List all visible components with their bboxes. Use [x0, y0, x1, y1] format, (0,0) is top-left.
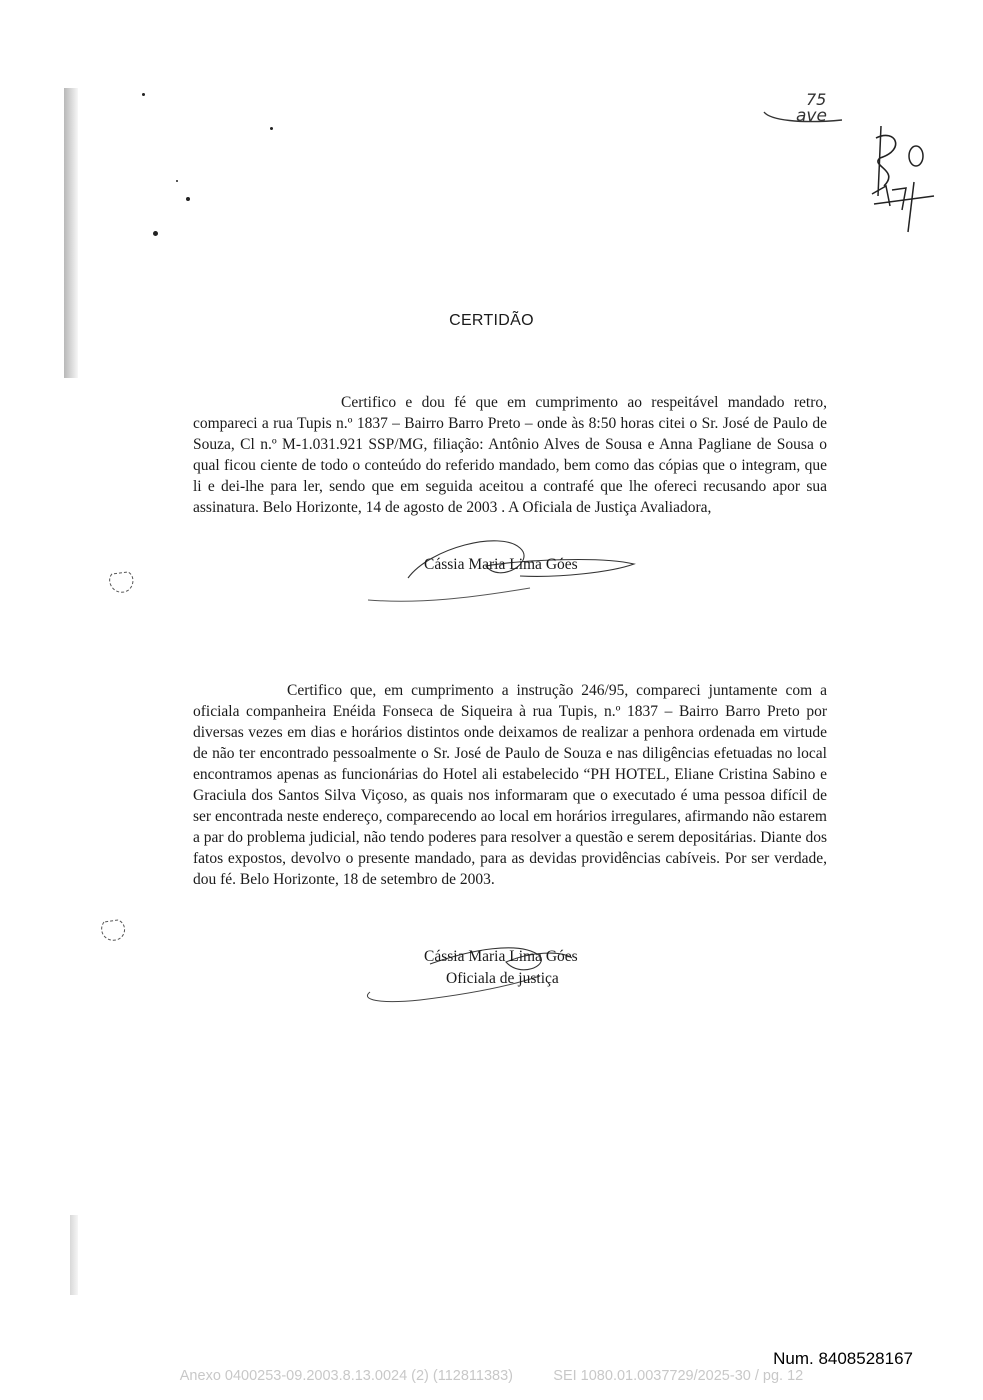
signature-1: Cássia Maria Lima Góes [424, 556, 578, 573]
signature-2 [424, 946, 578, 990]
certificate-paragraph-1 [193, 392, 827, 518]
footer-reference: Anexo 0400253-09.2003.8.13.0024 (2) (112811383) SEI 1080.01.0037729/2025-30 / pg. 12 [179, 1368, 804, 1384]
document-number: Num. 8408528167 [773, 1349, 913, 1368]
margin-note-word: ave [796, 106, 827, 126]
paragraph-text: Certifico que, em cumprimento a instrução 246/95, compareci juntamente com a oficiala companheira Enéida Fonseca de Siqueira à rua Tupis, n.º 1837 – Bairro Barro Preto por diversas vezes em dias e horários distintos onde deixamos de realizar a penhora ordenada em virtude de não ter encontrado pessoalmente o Sr. José de Paulo de Souza e nas diligências efetuadas no local encontramos apenas as funcionárias do Hotel ali estabelecido “PH HOTEL, Eliane Cristina Sabino e Graciula dos Santos Silva Viçoso, as quais nos informaram que o executado é uma pessoa difícil de ser encontrada neste endereço, comparecendo ao local em horários irregulares, afirmando não estarem a par do problema judicial, não tendo poderes para resolver a questão e serem depositárias. Diante dos fatos expostos, devolvo o presente mandado, para as devidas providências cabíveis. Por ser verdade, dou fé. Belo Horizonte, 18 de setembro de 2003. [193, 682, 827, 888]
page-title: CERTIDÃO [449, 312, 534, 329]
paragraph-text: Certifico e dou fé que em cumprimento ao respeitável mandado retro, compareci a rua Tupis n.º 1837 – Bairro Barro Preto – onde às 8:50 horas citei o Sr. José de Paulo de Souza, Cl n.º M-1.031.921 SSP/MG, filiação: Antônio Alves de Sousa e Anna Pagliane de Sousa o qual ficou ciente de todo o conteúdo do referido mandado, bem como das cópias que o integram, que li e dei-lhe para ler, sendo que em seguida aceitou a contrafé que lhe ofereci recusando apor sua assinatura. Belo Horizonte, 14 de agosto de 2003 . A Oficiala de Justiça Avaliadora, [193, 394, 827, 516]
signature-name: Cássia Maria Lima Góes [424, 948, 578, 965]
signature-role: Oficiala de justiça [446, 970, 559, 987]
certificate-paragraph-2 [193, 680, 827, 890]
margin-note-number: 75 [806, 90, 827, 109]
